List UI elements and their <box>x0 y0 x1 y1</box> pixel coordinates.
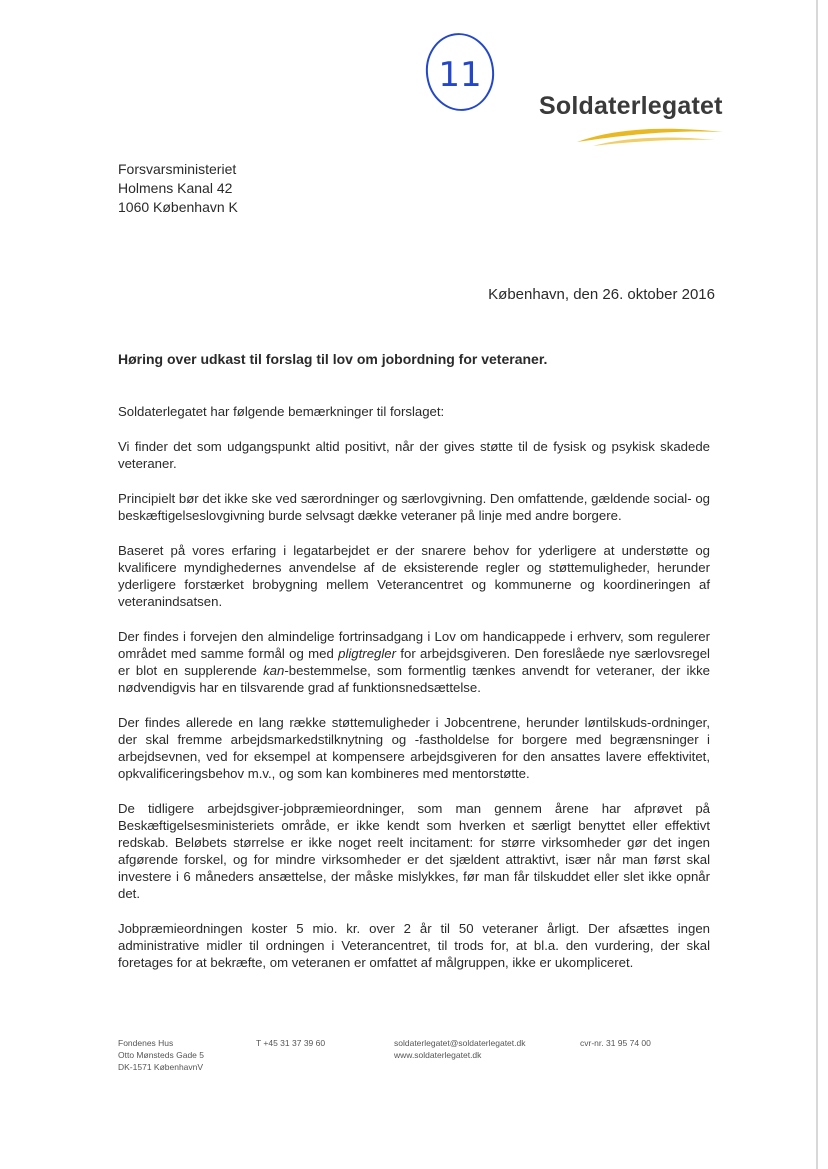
paragraph-text: for arbejdsgiveren. Den foreslåede nye særlovsregel er blot en supplerende <box>118 646 710 678</box>
paragraph-text: Der findes i forvejen den almindelige fortrinsadgang i Lov om handicappede i erhverv, som regulerer området med samme formål og med <box>118 629 710 661</box>
paragraph: Baseret på vores erfaring i legatarbejdet er der snarere behov for yderligere at understøtte og kvalificere myndighedernes anvendelse af de eksisterende regler og støttemuligheder, herunder yderligere forstærket brobygning mellem Veterancentret og kommunerne og koordineringen af veteranindsatsen. <box>118 543 710 609</box>
paragraph-emphasis: kan <box>263 663 285 678</box>
footer-web: www.soldaterlegatet.dk <box>394 1050 482 1060</box>
paragraph-text: -bestemmelse, som formentlig tænkes anvendt for veteraner, der ikke nødvendigvis har en tilsvarende grad af funktionsnedsættelse. <box>118 663 710 695</box>
recipient-address <box>118 160 238 217</box>
paragraph: De tidligere arbejdsgiver-jobpræmieordninger, som man gennem årene har afprøvet på Beskæftigelsesministeriets område, er ikke kendt som hverken et særligt benyttet eller effektivt redskab. Beløbets størrelse er ikke noget reelt incitament: for større virksomheder gør det ingen afgørende forskel, og for mindre virksomheder er det sjældent attraktivt, især når man først skal investere i 6 måneders ansættelse, der måske mislykkes, før man får tilskuddet eller slet ikke opnår det. <box>118 801 710 901</box>
letter-subject: Høring over udkast til forslag til lov om jobordning for veteraner. <box>118 351 548 367</box>
footer-line: Otto Mønsteds Gade 5 <box>118 1050 204 1060</box>
paragraph: Der findes allerede en lang række støttemuligheder i Jobcentrene, herunder løntilskuds-ordninger, der skal fremme arbejdsmarkedstilknytning og -fastholdelse for borgere med begrænsninger i arbejdsevnen, ved for eksempel at kompensere arbejdsgiveren for den ansattes lavere effektivitet, opkvalificeringsbehov m.v., og som kan kombineres med mentorstøtte. <box>118 715 710 781</box>
letter-date: København, den 26. oktober 2016 <box>488 286 715 303</box>
paragraph <box>118 628 710 696</box>
footer-contact <box>394 1037 526 1061</box>
paragraph: Vi finder det som udgangspunkt altid positivt, når der gives støtte til de fysisk og psykisk skadede veteraner. <box>118 439 710 471</box>
footer-line: Fondenes Hus <box>118 1038 174 1048</box>
logo-wordmark: Soldaterlegatet <box>539 92 723 120</box>
paragraph: Principielt bør det ikke ske ved særordninger og særlovgivning. Den omfattende, gældende social- og beskæftigelseslovgivning burde selvsagt dække veteraner på linje med andre borgere. <box>118 491 710 523</box>
organization-logo <box>535 92 725 148</box>
recipient-line: Holmens Kanal 42 <box>118 180 233 196</box>
footer-email: soldaterlegatet@soldaterlegatet.dk <box>394 1038 526 1048</box>
paragraph: Soldaterlegatet har følgende bemærkninger til forslaget: <box>118 404 445 419</box>
footer-phone: T +45 31 37 39 60 <box>256 1038 326 1048</box>
footer-address <box>118 1037 204 1073</box>
scan-edge <box>816 0 818 1169</box>
recipient-line: Forsvarsministeriet <box>118 161 237 177</box>
handwritten-number-text: 11 <box>438 55 482 95</box>
logo-swoosh-icon <box>575 122 725 148</box>
footer-cvr: cvr-nr. 31 95 74 00 <box>580 1038 651 1048</box>
paragraph: Jobpræmieordningen koster 5 mio. kr. over 2 år til 50 veteraner årligt. Der afsættes ingen administrative midler til ordningen i Veterancentret, til trods for, at bl.a. den vurdering, der skal foretages for at bekræfte, om veteranen er omfattet af målgruppen, ikke er ukompliceret. <box>118 921 710 970</box>
footer-line: DK-1571 KøbenhavnV <box>118 1062 204 1072</box>
paragraph-emphasis: pligtregler <box>338 646 397 661</box>
letter-body <box>118 403 710 989</box>
handwritten-circled-number <box>420 28 500 114</box>
recipient-line: 1060 København K <box>118 199 238 215</box>
